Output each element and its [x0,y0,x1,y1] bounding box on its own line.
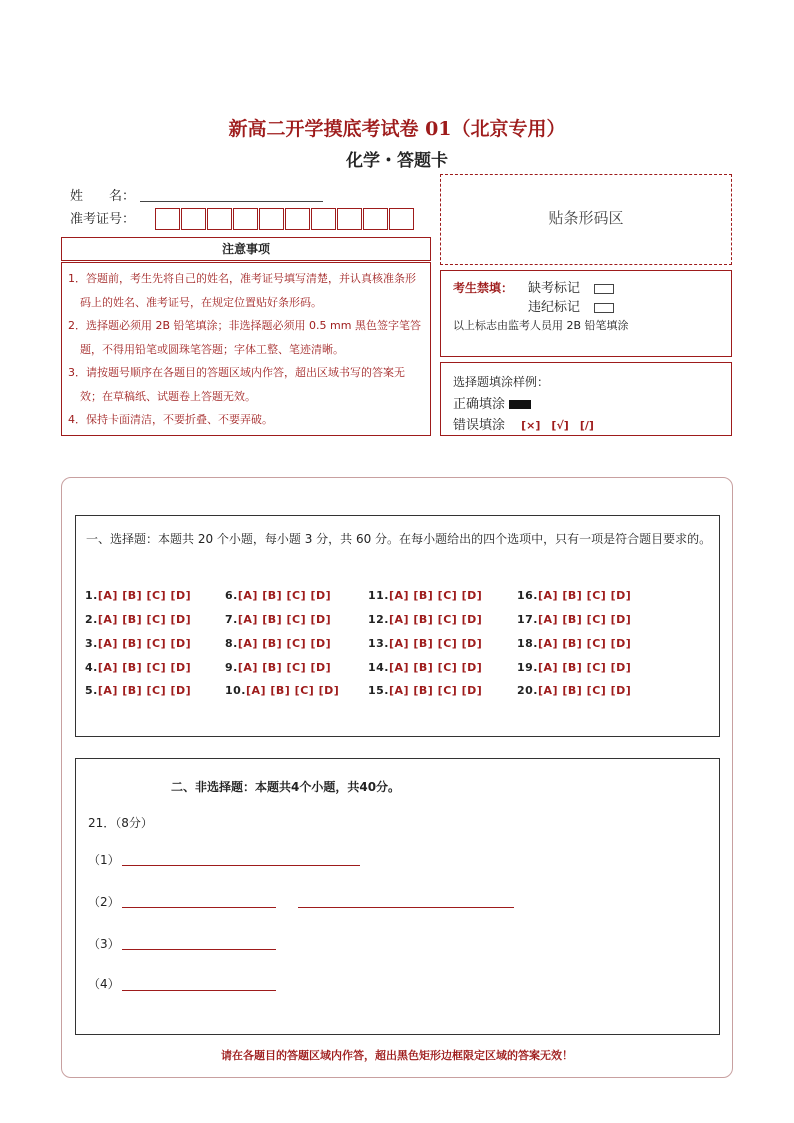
answer-line[interactable] [122,949,276,950]
non-choice-title: 二、非选择题：本题共4个小题，共40分。 [171,780,401,794]
sample-title: 选择题填涂样例： [453,375,550,389]
question-row[interactable]: 13.[A] [B] [C] [D] [368,637,483,650]
name-field[interactable] [140,201,323,202]
answer-line[interactable] [122,907,276,908]
forbidden-label: 考生禁填： [453,281,514,295]
part-label: （2） [88,895,120,909]
id-digit-box[interactable] [285,208,310,230]
id-number-boxes[interactable] [155,208,425,234]
note-item: 2．选择题必须用 2B 铅笔填涂；非选择题必须用 0.5 mm 黑色签字笔答题，不得用铅笔或圆珠笔答题；字体工整、笔迹清晰。 [68,319,421,356]
q21-label: 21．（8分） [88,816,153,830]
question-row[interactable]: 8.[A] [B] [C] [D] [225,637,332,650]
answer-line[interactable] [298,907,514,908]
part-label: （4） [88,977,120,991]
choice-grid [76,516,721,738]
id-digit-box[interactable] [259,208,284,230]
barcode-area [440,174,732,265]
notes-box [61,262,431,436]
name-label: 姓 名： [70,189,136,204]
filled-mark-icon [509,400,531,409]
question-row[interactable]: 1.[A] [B] [C] [D] [85,589,192,602]
question-row[interactable]: 20.[A] [B] [C] [D] [517,684,632,697]
correct-label: 正确填涂 [453,397,506,412]
question-row[interactable]: 19.[A] [B] [C] [D] [517,661,632,674]
id-digit-box[interactable] [389,208,414,230]
id-digit-box[interactable] [181,208,206,230]
note-item: 4．保持卡面清洁，不要折叠、不要弄破。 [68,413,273,426]
question-row[interactable]: 16.[A] [B] [C] [D] [517,589,632,602]
id-digit-box[interactable] [207,208,232,230]
id-digit-box[interactable] [311,208,336,230]
question-row[interactable]: 12.[A] [B] [C] [D] [368,613,483,626]
violation-label: 违纪标记 [528,300,581,315]
answer-line[interactable] [122,990,276,991]
question-row[interactable]: 17.[A] [B] [C] [D] [517,613,632,626]
answer-line[interactable] [122,865,360,866]
footer-warning: 请在各题目的答题区域内作答，超出黑色矩形边框限定区域的答案无效！ [221,1049,573,1062]
choice-section-title: 一、选择题：本题共 20 个小题，每小题 3 分，共 60 分。在每小题给出的四个选项中，只有一项是符合题目要求的。 [86,532,712,546]
question-row[interactable]: 3.[A] [B] [C] [D] [85,637,192,650]
note-item: 1．答题前，考生先将自己的姓名，准考证号填写清楚，并认真核准条形码上的姓名、准考证号，在规定位置贴好条形码。 [68,272,416,309]
question-row[interactable]: 10.[A] [B] [C] [D] [225,684,340,697]
choice-section [75,515,720,737]
absent-checkbox[interactable] [594,284,614,294]
question-row[interactable]: 5.[A] [B] [C] [D] [85,684,192,697]
forbidden-box [440,270,732,357]
question-row[interactable]: 6.[A] [B] [C] [D] [225,589,332,602]
id-label: 准考证号： [70,212,136,227]
id-digit-box[interactable] [337,208,362,230]
question-row[interactable]: 2.[A] [B] [C] [D] [85,613,192,626]
question-row[interactable]: 7.[A] [B] [C] [D] [225,613,332,626]
non-choice-section [75,758,720,1035]
question-row[interactable]: 4.[A] [B] [C] [D] [85,661,192,674]
question-row[interactable]: 18.[A] [B] [C] [D] [517,637,632,650]
page-title: 新高二开学摸底考试卷 01（北京专用） [228,118,566,140]
part-label: （3） [88,937,120,951]
wrong-label: 错误填涂 [453,418,506,433]
sample-box [440,362,732,436]
question-row[interactable]: 14.[A] [B] [C] [D] [368,661,483,674]
note-item: 3．请按题号顺序在各题目的答题区域内作答，超出区域书写的答案无效；在草稿纸、试题卷上答题无效。 [68,366,405,403]
question-row[interactable]: 15.[A] [B] [C] [D] [368,684,483,697]
part-label: （1） [88,853,120,867]
id-digit-box[interactable] [233,208,258,230]
forbidden-note: 以上标志由监考人员用 2B 铅笔填涂 [453,319,629,332]
page-subtitle: 化学・答题卡 [346,151,448,171]
id-digit-box[interactable] [155,208,180,230]
id-digit-box[interactable] [363,208,388,230]
barcode-label: 贴条形码区 [548,209,624,227]
question-row[interactable]: 9.[A] [B] [C] [D] [225,661,332,674]
question-row[interactable]: 11.[A] [B] [C] [D] [368,589,483,602]
notes-title: 注意事项 [61,237,431,261]
violation-checkbox[interactable] [594,303,614,313]
wrong-marks: [×] [√] [/] [521,419,594,432]
absent-label: 缺考标记 [528,281,581,296]
